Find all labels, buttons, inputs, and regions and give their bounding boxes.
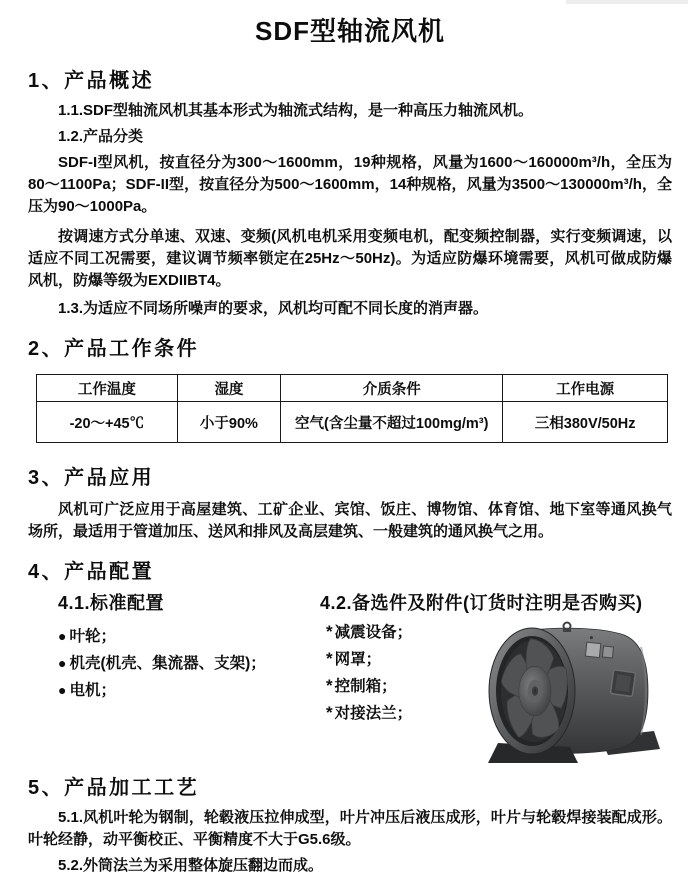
- cell-humidity: 小于90%: [177, 402, 280, 443]
- section-1-heading: 1、产品概述: [28, 70, 155, 92]
- list-item: [326, 619, 482, 646]
- list-item: [326, 673, 482, 700]
- list-item: [58, 677, 320, 704]
- working-conditions-table: [36, 374, 668, 443]
- para-5-1: 5.1.风机叶轮为钢制，轮毂液压拉伸成型，叶片冲压后液压成形，叶片与轮毂焊接装配成形。叶轮经静，动平衡校正、平衡精度不大于G5.6级。: [28, 809, 672, 848]
- para-speed-control: 按调速方式分单速、双速、变频(风机电机采用变频电机，配变频控制器，实行变频调速，以适应不同工况需要，建议调节频率锁定在25Hz～50Hz)。为适应防爆环境需要，风机可做成防爆风机，防爆等级为EXDIIBT4。: [28, 228, 672, 289]
- cell-work-temperature: -20～+45℃: [37, 402, 178, 443]
- optional-item-label: 控制箱；: [334, 678, 397, 695]
- para-1-2: 1.2.产品分类: [58, 128, 144, 145]
- table-header-row: [37, 375, 668, 402]
- standard-config-column: [28, 591, 320, 769]
- list-item: [326, 646, 482, 673]
- cell-medium-condition: 空气(含尘量不超过100mg/m³): [281, 402, 503, 443]
- bullet-icon: ●: [58, 682, 67, 698]
- standard-item-label: 叶轮；: [69, 628, 116, 645]
- header-work-temperature: 工作温度: [37, 375, 178, 402]
- para-classification: SDF-I型风机，按直径分为300～1600mm，19种规格，风量为1600～160000m³/h，全压为80～1100Pa；SDF-II型，按直径分为500～1600mm，14种规格，风量为3500～130000m³/h，全压为90～1000Pa。: [28, 154, 672, 215]
- bullet-icon: ●: [58, 628, 67, 644]
- asterisk-icon: *: [326, 703, 333, 722]
- asterisk-icon: *: [326, 649, 333, 668]
- header-humidity: 湿度: [177, 375, 280, 402]
- optional-item-label: 网罩；: [334, 651, 382, 668]
- asterisk-icon: *: [326, 622, 333, 641]
- list-item: [326, 700, 482, 727]
- para-1-3: 1.3.为适应不同场所噪声的要求，风机均可配不同长度的消声器。: [58, 300, 489, 317]
- header-medium-condition: 介质条件: [281, 375, 503, 402]
- standard-item-label: 机壳(机壳、集流器、支架)；: [69, 655, 266, 672]
- para-1-1: 1.1.SDF型轴流风机其基本形式为轴流式结构，是一种高压力轴流风机。: [58, 102, 534, 119]
- section-2-heading: 2、产品工作条件: [28, 338, 200, 360]
- optional-item-label: 减震设备；: [334, 624, 413, 641]
- para-application: 风机可广泛应用于高屋建筑、工矿企业、宾馆、饭庄、博物馆、体育馆、地下室等通风换气场所，最适用于管道加压、送风和排风及高层建筑、一般建筑的通风换气之用。: [28, 501, 672, 540]
- optional-config-list: [320, 619, 482, 769]
- standard-config-heading: 4.1.标准配置: [58, 593, 165, 613]
- page-title: SDF型轴流风机: [254, 16, 445, 46]
- configuration-columns: [28, 591, 672, 769]
- para-5-2: 5.2.外筒法兰为采用整体旋压翻边而成。: [58, 857, 324, 874]
- optional-config-row: [320, 619, 672, 769]
- table-row: [37, 402, 668, 443]
- standard-config-list: [58, 623, 320, 704]
- section-3-heading: 3、产品应用: [28, 467, 155, 489]
- cell-power-supply: 三相380V/50Hz: [503, 402, 668, 443]
- optional-item-label: 对接法兰；: [334, 705, 413, 722]
- list-item: [58, 650, 320, 677]
- asterisk-icon: *: [326, 676, 333, 695]
- section-4-heading: 4、产品配置: [28, 561, 155, 583]
- header-power-supply: 工作电源: [503, 375, 668, 402]
- bullet-icon: ●: [58, 655, 67, 671]
- scan-edge-artifact: [566, 0, 688, 4]
- section-5-heading: 5、产品加工工艺: [28, 777, 200, 799]
- optional-config-column: [320, 591, 672, 769]
- standard-item-label: 电机；: [69, 682, 116, 699]
- axial-fan-product-image: [482, 621, 672, 769]
- optional-config-heading: 4.2.备选件及附件(订货时注明是否购买): [320, 593, 643, 613]
- list-item: [58, 623, 320, 650]
